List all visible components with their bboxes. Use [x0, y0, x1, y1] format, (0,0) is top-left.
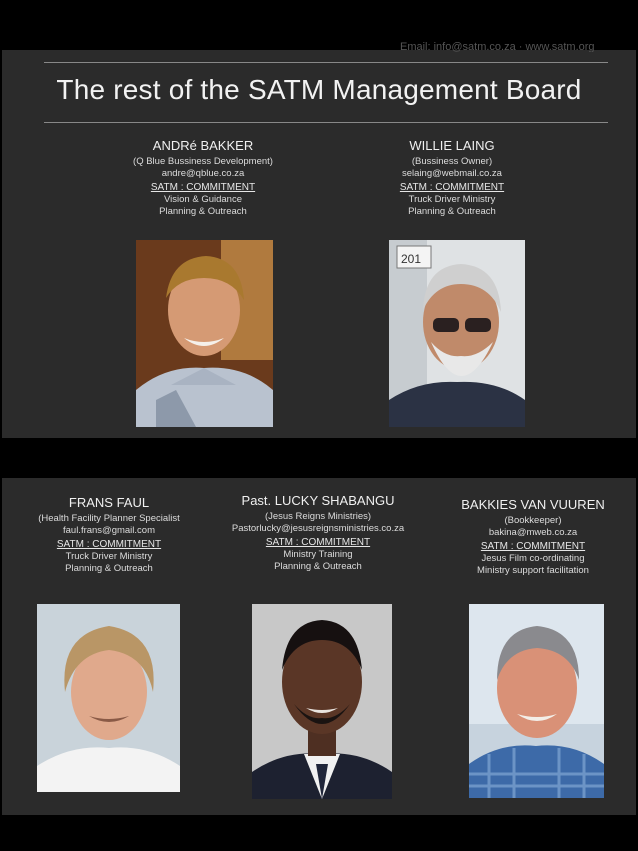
commitment-line: Jesus Film co-ordinating: [481, 553, 585, 564]
person-email[interactable]: selaing@webmail.co.za: [402, 168, 502, 179]
person-email[interactable]: bakina@mweb.co.za: [488, 527, 578, 538]
person-role: (Bussiness Owner): [411, 156, 493, 167]
person-email[interactable]: faul.frans@gmail.com: [62, 525, 155, 536]
person-role: (Health Facility Planner Specialist: [38, 513, 180, 524]
photo-willie-laing: [389, 240, 525, 427]
person-name: FRANS FAUL: [68, 495, 150, 510]
person-name: Past. LUCKY SHABANGU: [241, 493, 395, 508]
commitment-heading: SATM : COMMITMENT: [399, 182, 505, 193]
photo-frans-faul: [37, 604, 180, 792]
person-andre-bakker: [98, 138, 308, 218]
top-panel: [2, 50, 636, 438]
person-role: (Q Blue Bussiness Development): [133, 156, 273, 167]
person-role: (Bookkeeper): [504, 515, 562, 526]
header-cutoff-text: Email: info@satm.co.za · www.satm.org: [400, 41, 595, 52]
commitment-line: Truck Driver Ministry: [65, 551, 153, 562]
commitment-heading: SATM : COMMITMENT: [150, 182, 256, 193]
person-email[interactable]: andre@qblue.co.za: [161, 168, 245, 179]
person-willie-laing: [352, 138, 552, 218]
person-email[interactable]: Pastorlucky@jesusreignsministries.co.za: [231, 523, 405, 534]
person-name: BAKKIES VAN VUUREN: [461, 497, 605, 512]
commitment-line: Ministry Training: [283, 549, 353, 560]
person-frans-faul: [10, 495, 208, 575]
commitment-heading: SATM : COMMITMENT: [480, 541, 586, 552]
commitment-line: Planning & Outreach: [408, 206, 496, 217]
commitment-line: Planning & Outreach: [274, 561, 362, 572]
photo-sign-text: 201: [401, 252, 422, 266]
commitment-heading: SATM : COMMITMENT: [56, 539, 162, 550]
photo-lucky-shabangu: [252, 604, 392, 799]
person-name: WILLIE LAING: [409, 138, 495, 153]
person-name: ANDRé BAKKER: [152, 138, 254, 153]
top-rule: [44, 62, 608, 63]
commitment-line: Vision & Guidance: [164, 194, 242, 205]
person-lucky-shabangu: [207, 493, 429, 573]
person-bakkies-van-vuuren: [430, 497, 636, 577]
commitment-line: Truck Driver Ministry: [408, 194, 496, 205]
page-title: The rest of the SATM Management Board: [56, 74, 582, 105]
title-rule: [44, 122, 608, 123]
photo-bakkies-van-vuuren: [469, 604, 604, 798]
person-role: (Jesus Reigns Ministries): [264, 511, 372, 522]
photo-andre-bakker: [136, 240, 273, 427]
commitment-heading: SATM : COMMITMENT: [265, 537, 371, 548]
commitment-line: Ministry support facilitation: [477, 565, 589, 576]
commitment-line: Planning & Outreach: [65, 563, 153, 574]
commitment-line: Planning & Outreach: [159, 206, 247, 217]
